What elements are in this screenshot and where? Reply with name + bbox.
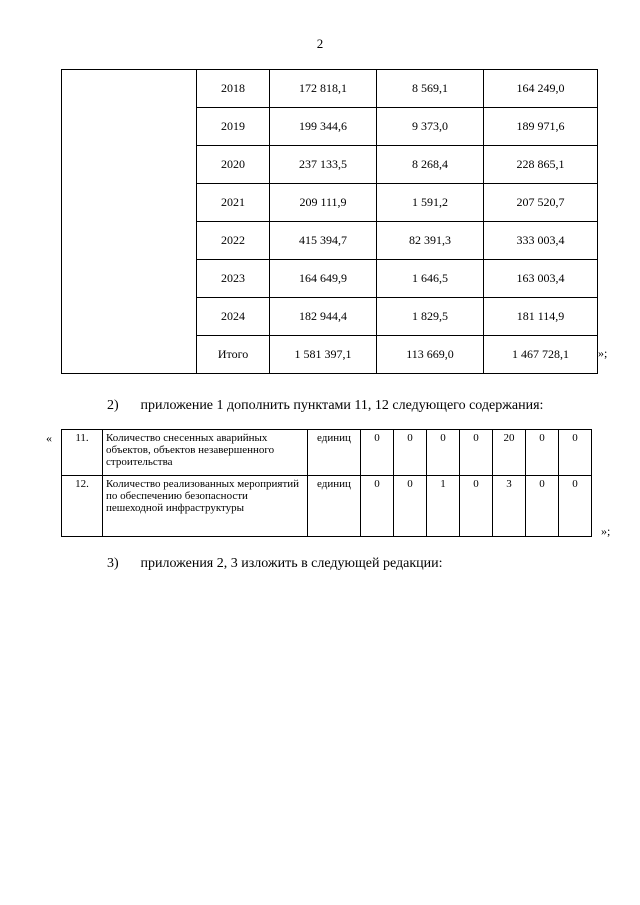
financing-col3-cell: 228 865,1: [484, 146, 598, 184]
indicator-value-cell: 0: [559, 430, 592, 476]
indicator-value-cell: 3: [493, 476, 526, 537]
financing-total-cell: 164 649,9: [270, 260, 377, 298]
financing-col2-cell: 8 569,1: [377, 70, 484, 108]
financing-year-cell: 2023: [197, 260, 270, 298]
financing-total-cell: 1 581 397,1: [270, 336, 377, 374]
paragraph-2-number: 2): [107, 398, 119, 413]
indicator-value-cell: 1: [427, 476, 460, 537]
indicator-row: [62, 476, 592, 537]
financing-year-cell: 2024: [197, 298, 270, 336]
financing-total-cell: 209 111,9: [270, 184, 377, 222]
indicator-value-cell: 0: [394, 430, 427, 476]
paragraph-3-text: приложения 2, 3 изложить в следующей редакции:: [140, 556, 443, 571]
indicator-unit-cell: единиц: [308, 476, 361, 537]
financing-year-cell: 2018: [197, 70, 270, 108]
indicator-number-cell: 11.: [62, 430, 103, 476]
indicator-unit-cell: единиц: [308, 430, 361, 476]
indicators-table: [61, 429, 592, 537]
financing-total-cell: 199 344,6: [270, 108, 377, 146]
financing-col3-cell: 189 971,6: [484, 108, 598, 146]
financing-col2-cell: 1 829,5: [377, 298, 484, 336]
financing-table: [61, 69, 598, 374]
financing-col3-cell: 163 003,4: [484, 260, 598, 298]
indicator-value-cell: 0: [394, 476, 427, 537]
indicator-value-cell: 0: [526, 476, 559, 537]
financing-total-cell: 415 394,7: [270, 222, 377, 260]
financing-col2-cell: 82 391,3: [377, 222, 484, 260]
financing-year-cell: 2022: [197, 222, 270, 260]
financing-total-cell: 172 818,1: [270, 70, 377, 108]
indicator-name-cell: Количество снесенных аварийных объектов, объектов незавершенного строительства: [103, 430, 308, 476]
financing-col2-cell: 113 669,0: [377, 336, 484, 374]
financing-row: [62, 70, 598, 108]
financing-year-cell: Итого: [197, 336, 270, 374]
financing-total-cell: 237 133,5: [270, 146, 377, 184]
indicator-value-cell: 0: [526, 430, 559, 476]
paragraph-2: [107, 398, 543, 414]
indicator-value-cell: 0: [559, 476, 592, 537]
indicator-value-cell: 0: [460, 476, 493, 537]
indicator-value-cell: 0: [361, 476, 394, 537]
financing-table-closing-mark: »;: [598, 346, 608, 360]
financing-col2-cell: 9 373,0: [377, 108, 484, 146]
indicator-name-cell: Количество реализованных мероприятий по обеспечению безопасности пешеходной инфраструктуры: [103, 476, 308, 537]
page-number: 2: [316, 36, 324, 51]
financing-col2-cell: 8 268,4: [377, 146, 484, 184]
financing-total-cell: 182 944,4: [270, 298, 377, 336]
financing-col3-cell: 181 114,9: [484, 298, 598, 336]
financing-year-cell: 2021: [197, 184, 270, 222]
financing-col3-cell: 207 520,7: [484, 184, 598, 222]
indicator-value-cell: 0: [427, 430, 460, 476]
indicator-number-cell: 12.: [62, 476, 103, 537]
financing-col3-cell: 1 467 728,1: [484, 336, 598, 374]
financing-empty-cell: [62, 70, 197, 374]
indicators-table-opening-mark: «: [46, 431, 52, 445]
financing-col2-cell: 1 646,5: [377, 260, 484, 298]
indicator-value-cell: 0: [361, 430, 394, 476]
financing-col3-cell: 164 249,0: [484, 70, 598, 108]
indicator-row: [62, 430, 592, 476]
paragraph-3: [107, 556, 443, 572]
paragraph-2-text: приложение 1 дополнить пунктами 11, 12 следующего содержания:: [140, 398, 544, 413]
indicators-table-closing-mark: »;: [601, 524, 611, 538]
indicator-value-cell: 20: [493, 430, 526, 476]
financing-year-cell: 2019: [197, 108, 270, 146]
paragraph-3-number: 3): [107, 556, 119, 571]
financing-col3-cell: 333 003,4: [484, 222, 598, 260]
financing-col2-cell: 1 591,2: [377, 184, 484, 222]
indicator-value-cell: 0: [460, 430, 493, 476]
financing-year-cell: 2020: [197, 146, 270, 184]
